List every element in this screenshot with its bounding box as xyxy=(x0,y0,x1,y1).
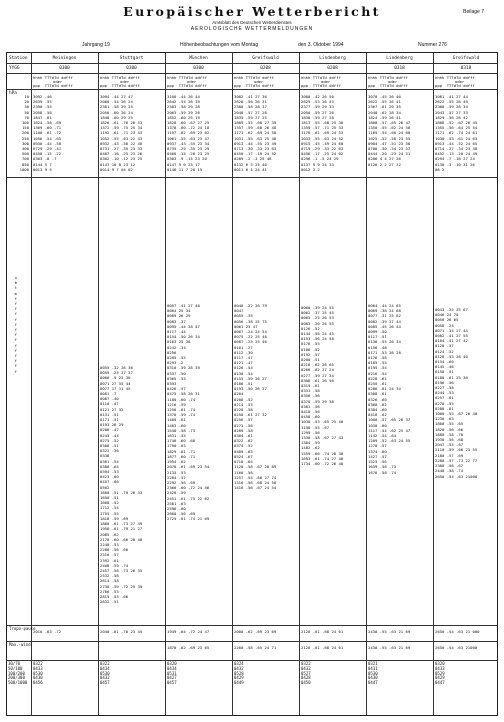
thickness-values: 0322 0433 0530 0430 0456 xyxy=(33,661,43,686)
observation-label: Höhenbeobachtungen vom Montag xyxy=(180,42,259,48)
hpa-label: hPa xyxy=(9,91,17,96)
thickness-values: 0322 0434 0530 0432 0457 xyxy=(100,661,110,686)
station-significant-levels: 0057 -41 27 46 0064 25 34 0069 26 29 0083 -37 0095 -44 28 47 0117 -44 0154 -50 26 34 0163 25 38 0242 -34 0256 0285 -55 0293 -2 0310 -59 28 39 0337 -50 0365 -53 0393 0426 -57 0475 -58 26 31 1180 -60 -74 1216 -59 1250 -61 -74 1370 -59 -74 1409 -61 1483 -60 1540 -58 -73 1631 -55 1740 -60 -68 1790 -63 1829 -61 -71 1877 -60 -71 1954 -62 2070 -61 -69 23 54 2133 -53 2284 -52 2292 -56 -69 2366 -60 -72 24 56 2428 -59 2451 -61 -75 22 62 2581 -63 2596 -60 2600 -56 -69 2725 -61 -74 21 69 xyxy=(167,303,210,522)
max-wind-value: 2120 -61 -68 24 61 xyxy=(301,645,344,650)
station-name-4: Greifswald xyxy=(252,56,279,61)
column-subheader-top: hhhh TTTdTd ddfff xyxy=(33,75,73,80)
column-subheader-or: oder xyxy=(388,79,398,84)
column-subheader-or: oder xyxy=(254,79,264,84)
station-name-7: Greifswald xyxy=(452,56,480,61)
station-code-7: 0318 xyxy=(460,66,472,71)
column-subheader-top: hhhh TTTdTd ddfff xyxy=(301,75,341,80)
column-subheader-bottom: ppp TTTdTd ddfff xyxy=(33,83,73,88)
max-wind-label: Max.-wind xyxy=(9,642,31,647)
station-name-2: Stuttgart xyxy=(119,56,144,61)
column-subheader-bottom: ppp TTTdTd ddfff xyxy=(167,83,207,88)
station-code-3: 0300 xyxy=(193,66,204,71)
station-code-6: 0318 xyxy=(394,66,405,71)
station-name-5: Lindenberg xyxy=(319,56,346,61)
station-label: Station xyxy=(9,56,28,61)
tropopause-value: 2000 -62 -69 23 69 xyxy=(234,629,277,634)
tropopause-value: 2010 -63 -72 xyxy=(33,629,62,634)
tropopause-value: 2120 -61 -68 24 61 xyxy=(301,629,344,634)
thickness-labels: 30/70 50/100 100/200 200/300 500/1000 xyxy=(8,661,28,686)
max-wind-value: 1870 -62 -69 23 65 xyxy=(167,645,210,650)
station-standard-levels: 3092 -46 2639 -55 2390 -55 2058 -58 1847 -61 1824 -58 -69 1369 -60 -71 1100 -61 -72 1056 -54 -65 0930 -44 -58 0729 -29 -41 0458 -15 -22 0303 -8 -7 0144 5 7 0013 9 5 xyxy=(33,94,62,172)
report-header xyxy=(0,4,504,32)
column-subheader-bottom: ppp TTTdTd ddfff xyxy=(100,83,140,88)
column-subheader-top: hhhh TTTdTd ddfff xyxy=(234,75,274,80)
tropopause-value: 2430 -55 -63 21 69 xyxy=(368,629,411,634)
column-subheader-or: oder xyxy=(53,79,63,84)
tropopause-value: 2650 -54 -63 21 000 xyxy=(435,629,480,634)
thickness-values: 0322 0432 0527 0428 0450 xyxy=(301,661,311,686)
thickness-values: 0320 0434 0531 0427 0457 xyxy=(167,661,177,686)
tropopause-value: 1949 -64 -72 24 47 xyxy=(167,629,210,634)
column-subheader-or: oder xyxy=(187,79,197,84)
max-wind-value: 2430 -55 -63 21 69 xyxy=(368,645,411,650)
code-label: YYGG xyxy=(9,66,20,71)
tropopause-label: Tropo-pause xyxy=(9,626,36,631)
pressure-levels: 10 20 30 50 70 100 150 200 250 300 400 500 700 850 1000 xyxy=(19,94,29,172)
report-section: AEROLOGISCHE WETTERMELDUNGEN xyxy=(190,26,314,32)
column-subheader-bottom: ppp TTTdTd ddfff xyxy=(301,83,341,88)
station-standard-levels: 3100 -44 26 44 2642 -54 26 39 2383 -58 29 28 2063 -59 29 26 1852 -60 25 19 1828 -60 -67 27 25 1378 -60 -72 24 18 1197 -62 -69 23 62 1061 -55 -63 23 47 0937 -43 -55 23 34 0735 -29 -35 23 29 0466 -15 -26 23 25 0303 -9 -15 23 20 0147 9 0 23 17 0148 11 7 20 15 xyxy=(167,94,210,172)
station-name-3: München xyxy=(189,56,208,61)
column-subheader-top: hhhh TTTdTd ddfff xyxy=(167,75,207,80)
station-significant-levels: 0040 -22 26 79 0047 0055 -35 0056 -38 25 75 0061 23 47 0067 -24 24 54 0075 -22 25 48 0087 -25 25 46 0101 -27 0112 -30 0117 -47 0121 -47 0126 -54 0130 -54 0155 -59 26 27 0186 -51 0193 -50 26 27 0204 0208 -52 0214 -55 0228 -58 0250 -61 27 32 0256 -57 0271 -56 0289 -58 0304 -61 0322 -62 0374 -52 0409 -63 0524 -67 0710 -64 1120 -58 -67 28 89 1160 -58 1257 -54 -66 27 74 1316 -56 -68 24 58 1416 -56 -67 24 54 xyxy=(234,303,277,491)
max-wind-value: 2260 -58 -65 24 71 xyxy=(234,645,277,650)
supplement-label: Beilage 7 xyxy=(463,9,484,15)
station-name-6: Lindenberg xyxy=(386,56,413,61)
station-standard-levels: 3080 -42 26 50 2629 -53 26 43 2377 -59 29 33 2050 -59 27 26 1838 -59 27 28 1813 -55 -68 25 30 1359 -57 -71 25 33 1176 -61 -69 24 53 1033 -55 -63 24 52 0915 -45 -49 24 60 0719 -29 -33 22 63 0456 -17 -25 24 62 0296 -1 -5 24 29 0137 9 9 24 33 0012 3 2 xyxy=(301,94,344,172)
data-table xyxy=(6,52,498,716)
column-subheader-or: oder xyxy=(321,79,331,84)
station-significant-levels: 0043 -25 25 67 0046 24 70 0056 26 65 0058 -24 0071 -34 27 44 0082 -41 27 55 0104 -41 27 42 0120 -57 0124 -52 0128 -53 28 40 0134 -60 0145 -46 0150 -51 0180 -61 25 30 0196 -56 0227 -58 0244 -53 0257 -61 0270 -55 0288 -61 1000 -55 -67 26 40 1230 -63 1800 -55 -65 1820 -56 -66 1880 -58 -70 1930 -56 -68 2047 -55 -67 2110 -59 -66 23 55 2180 -57 -69 2280 -57 -73 22 77 2300 -56 -67 2440 -58 -74 2650 -54 -63 21000 xyxy=(435,307,478,479)
column-subheader-top: hhhh TTTdTd ddfff xyxy=(368,75,408,80)
station-standard-levels: 3070 -45 26 46 2622 -55 26 41 2367 -61 29 35 2040 -62 28 34 1824 -59 26 41 1808 -57 -65 26 47 1350 -55 -62 24 50 1165 -54 -60 24 60 1025 -52 -58 23 55 0904 -47 -51 23 58 0706 -30 -34 23 57 0444 -20 -23 24 51 0286 4 4 27 26 0126 2 2 27 22 xyxy=(368,94,411,167)
thickness-values: 0324 0432 0528 0429 0449 xyxy=(234,661,244,686)
station-significant-levels: 0060 -39 24 55 0062 -37 25 45 0065 -25 26 53 0083 -20 26 55 0126 -52 0144 -56 24 45 0153 -56 24 58 0176 -55 0186 -52 0192 -57 0200 -51 0218 -62 26 65 0266 -62 27 24 0277 -59 27 34 0308 -61 26 56 0319 -61 0331 -58 0356 -56 0370 -59 29 38 0381 -56 0410 -56 0458 -60 1030 -53 -65 25 46 1198 -55 -67 1299 -56 1330 -58 -67 27 43 1384 -59 1482 -62 1559 -66 -74 28 38 1693 -61 -74 27 48 1734 -60 -72 26 48 xyxy=(301,305,344,467)
tropopause-value: 2040 -61 -70 23 45 xyxy=(100,629,143,634)
report-title: Europäischer Wetterbericht xyxy=(123,4,381,19)
column-subheader-or: oder xyxy=(120,79,130,84)
station-significant-levels: 0064 -44 24 65 0069 -38 24 68 0077 -31 25 62 0082 -39 27 44 0085 -45 26 44 0099 -50 0117 -51 0138 -55 26 34 0156 -48 0171 -53 26 28 0176 -58 0185 -55 0195 -54 0216 -54 0228 -61 0250 -61 0286 -61 24 34 0308 -61 0326 -60 0360 -62 0384 -60 0418 -62 1000 -57 -65 28 37 1030 -60 1117 -54 -62 25 47 1142 -54 -64 1209 -52 -63 24 55 1270 -57 1374 -60 1427 -57 1523 -56 1639 -58 -73 1676 -58 -74 xyxy=(368,303,411,475)
thickness-values: 0321 0431 0530 0430 0447 xyxy=(368,661,378,686)
significant-level-labels: n b t m f f f f f f f f f f f f f f f xyxy=(14,275,17,374)
station-standard-levels: 3082 -41 27 36 2628 -56 26 31 2380 -58 28 37 2048 -57 27 28 1835 -59 27 25 1809 -55 -68 27 39 1357 -59 -68 26 48 1171 -62 -69 24 58 1031 -55 -63 25 48 0913 -44 -55 23 49 0713 -30 -33 23 63 0450 -17 -19 24 52 0289 -2 -3 25 48 0132 6 3 25 40 0011 6 4 24 41 xyxy=(234,94,277,172)
column-subheader-or: oder xyxy=(455,79,465,84)
column-subheader-bottom: ppp TTTdTd ddfff xyxy=(368,83,408,88)
max-wind-value: 2650 -54 -63 21000 xyxy=(435,645,478,650)
station-standard-levels: 3081 -41 27 44 2622 -55 26 49 2368 -59 28 34 2043 -57 27 33 1829 -56 26 42 1808 -52 -67 26 45 1355 -56 -64 25 54 1171 -62 -74 24 61 1030 -53 -61 24 63 0913 -44 -52 24 65 0714 -27 -34 23 48 0452 -13 -20 24 49 0294 -7 -18 27 24 0130 -3 -10 31 26 06 2 xyxy=(435,94,478,172)
station-code-5: 0208 xyxy=(327,66,338,71)
column-subheader-bottom: ppp TTTdTd ddfff xyxy=(234,83,274,88)
column-subheader-top: hhhh TTTdTd ddfff xyxy=(100,75,140,80)
station-name-1: Meiningen xyxy=(52,56,77,61)
report-publisher: Amtsblatt des Deutschen Wetterdienstes xyxy=(212,20,292,25)
station-significant-levels: 0055 -32 26 36 0059 -25 27 37 0066 -9 25 30 0071 27 55 44 0077 17 11 45 0081 -7 0087 -40 0110 -47 0121 27 32 0131 -51 0171 -51 0193 26 29 0206 -47 0245 -44 0275 -52 0306 -51 0322 -36 0338 0361 -54 0380 -64 0394 -53 0423 -60 0457 -66 0502 1600 -51 -79 26 33 1650 -51 1668 -52 1712 -54 1755 -55 1818 -59 -69 1860 -61 -73 27 49 1958 -61 -79 21 27 2085 -62 2178 -60 -66 28 48 2240 -53 2286 -56 -66 2316 -57 2392 -61 2408 -59 -74 2457 -58 -73 26 35 2532 -58 2614 -58 2730 -59 -72 25 39 2766 -53 2819 -53 -66 2832 -51 xyxy=(100,365,143,605)
station-code-2: 0300 xyxy=(126,66,137,71)
report-date: den 3. Oktober 1994 xyxy=(298,42,344,48)
column-subheader-top: hhhh TTTdTd ddfff xyxy=(435,75,475,80)
station-code-4: 0208 xyxy=(260,66,271,71)
volume-label: Jahrgang 19 xyxy=(82,42,110,48)
station-standard-levels: 3094 -44 27 47 2060 -54 26 24 2381 -58 29 25 2056 -60 26 24 1848 -60 29 25 1826 -61 -76 26 53 1372 -59 -75 25 34 1192 -61 -71 23 43 1052 -55 -63 22 43 0932 -43 -58 22 40 0731 -27 -35 23 33 0467 -16 -25 23 26 0302 -10 -12 23 25 0147 10 8 23 12 0014 9 7 04 02 xyxy=(100,94,143,172)
report-number: Nummer 276 xyxy=(418,42,447,48)
column-subheader-bottom: ppp TTTdTd ddfff xyxy=(435,83,475,88)
thickness-values: 0320 0433 0529 0429 0447 xyxy=(435,661,445,686)
station-code-1: 0300 xyxy=(59,66,70,71)
